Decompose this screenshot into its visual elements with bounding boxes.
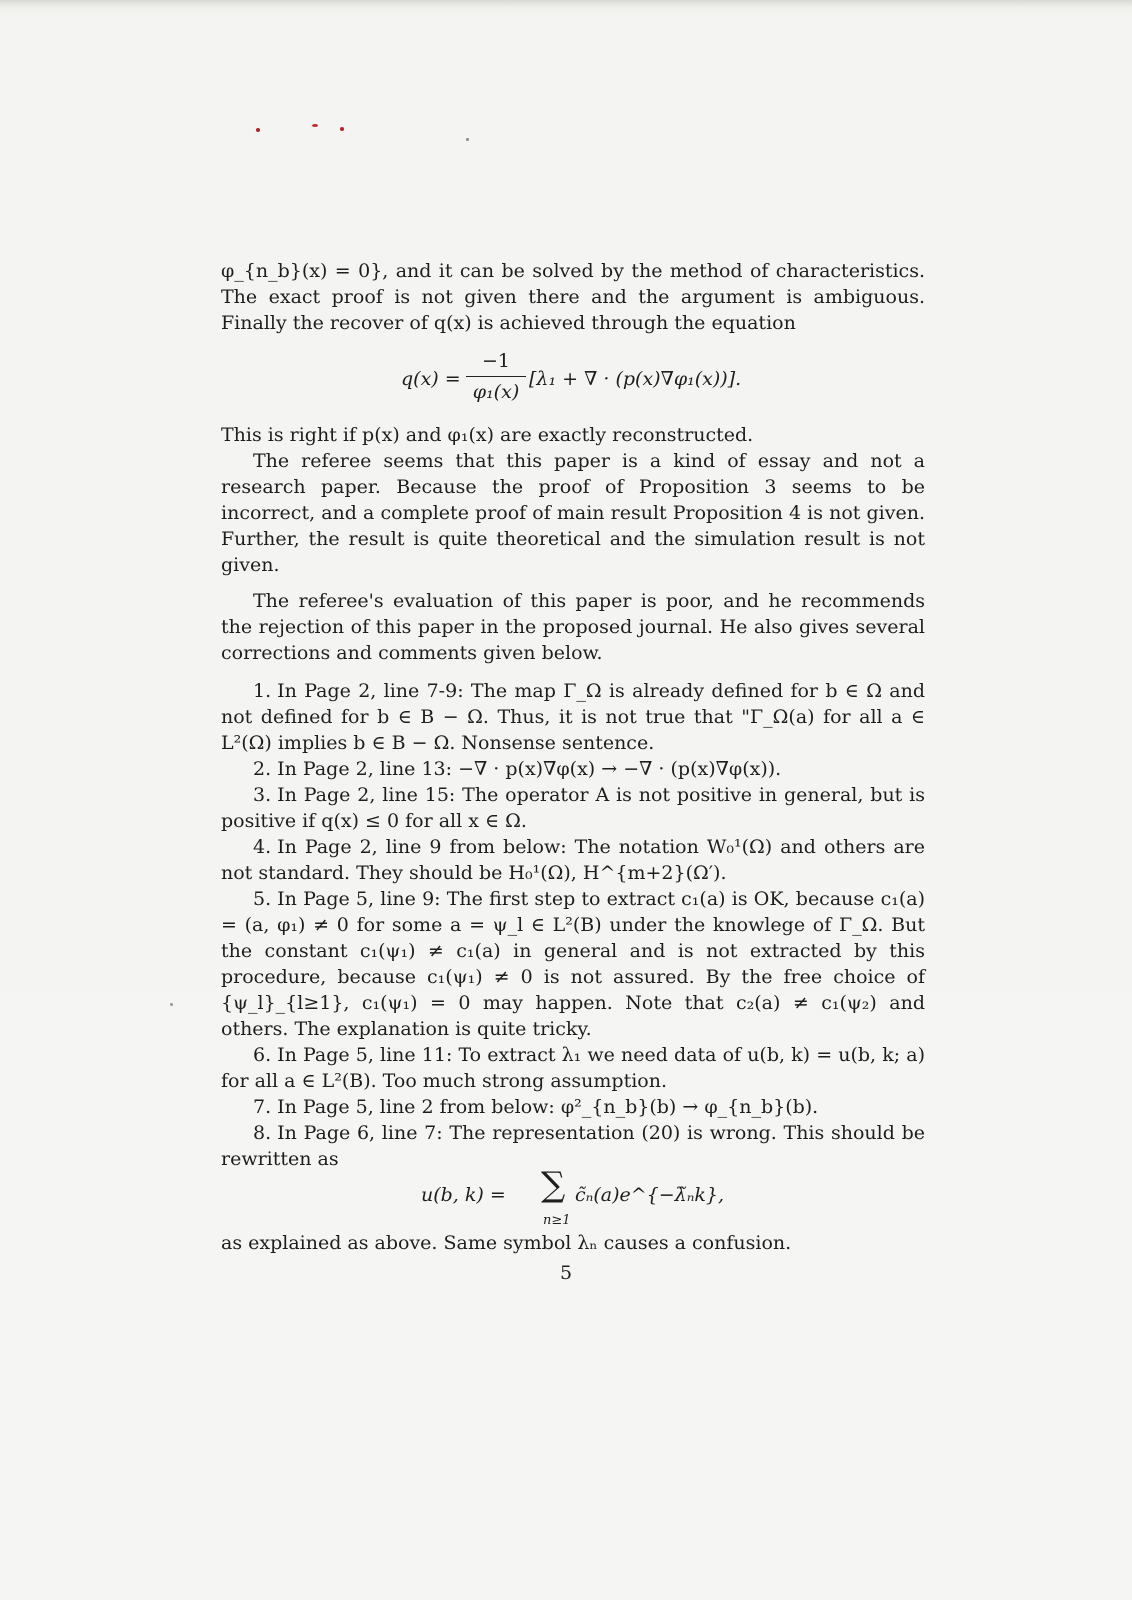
item-text: In Page 2, line 13: −∇ · p(x)∇φ(x) → −∇ · (p(x)∇φ(x)). bbox=[277, 758, 782, 780]
body-text bbox=[221, 258, 925, 1256]
speck bbox=[340, 127, 344, 131]
equation-rhs: [λ₁ + ∇ · (p(x)∇φ₁(x))]. bbox=[529, 368, 742, 390]
list-item bbox=[221, 678, 925, 756]
paragraph-3: The referee seems that this paper is a kind of essay and not a research paper. Because the proof of Proposition 3 seems to be incorrect, and a complete proof of main result Proposition 4 is not given. Further, the result is quite theoretical and the simulation result is not given. bbox=[221, 450, 925, 576]
fraction-denominator: φ₁(x) bbox=[472, 381, 520, 403]
paragraph-2: This is right if p(x) and φ₁(x) are exactly reconstructed. bbox=[221, 424, 754, 446]
list-item bbox=[221, 1042, 925, 1094]
item-number: 6. bbox=[253, 1044, 272, 1066]
item-text: In Page 5, line 2 from below: φ²_{n_b}(b) → φ_{n_b}(b). bbox=[277, 1096, 819, 1118]
item-number: 5. bbox=[253, 888, 272, 910]
item-number: 2. bbox=[253, 758, 272, 780]
item-text: In Page 5, line 9: The first step to extract c₁(a) is OK, because c₁(a) = (a, φ₁) ≠ 0 for some a = ψ_l ∈ L²(B) under the knowlege of Γ_Ω. But the constant c₁(ψ₁) ≠ c₁(a) in general and is not extracted by this procedure, because c₁(ψ₁) ≠ 0 is not assured. By the free choice of {ψ_l}_{l≥1}, c₁(ψ₁) = 0 may happen. Note that c₂(a) ≠ c₁(ψ₂) and others. The explanation is quite tricky. bbox=[221, 888, 925, 1040]
equation-fraction bbox=[466, 348, 526, 405]
equation-u bbox=[221, 1165, 925, 1230]
list-item bbox=[221, 1120, 925, 1172]
list-item bbox=[221, 782, 925, 834]
item-number: 8. bbox=[253, 1122, 272, 1144]
speck bbox=[466, 138, 469, 141]
item-number: 3. bbox=[253, 784, 272, 806]
sum-symbol: ∑ bbox=[541, 1165, 566, 1205]
list-item bbox=[221, 756, 925, 782]
equation-lhs: q(x) = bbox=[401, 368, 461, 390]
item-text: In Page 2, line 9 from below: The notation W₀¹(Ω) and others are not standard. They should be H₀¹(Ω), H^{m+2}(Ω′). bbox=[221, 836, 925, 884]
list-item bbox=[221, 1094, 925, 1120]
item-text: In Page 5, line 11: To extract λ₁ we need data of u(b, k) = u(b, k; a) for all a ∈ L²(B). Too much strong assumption. bbox=[221, 1044, 925, 1092]
speck bbox=[256, 128, 260, 132]
paragraph-1: φ_{n_b}(x) = 0}, and it can be solved by the method of characteristics. The exact proof is not given there and the argument is ambiguous. Finally the recover of q(x) is achieved through the equation bbox=[221, 260, 925, 334]
equation-u-lhs: u(b, k) = bbox=[421, 1184, 506, 1206]
item-number: 7. bbox=[253, 1096, 272, 1118]
sum-subscript: n≥1 bbox=[543, 1213, 571, 1228]
equation-u-rhs: c̃ₙ(a)e^{−λ̃ₙk}, bbox=[575, 1184, 725, 1206]
comment-list bbox=[221, 678, 925, 1172]
item-text: In Page 6, line 7: The representation (20) is wrong. This should be rewritten as bbox=[221, 1122, 925, 1170]
equation-q bbox=[221, 348, 925, 410]
item-text: In Page 2, line 7-9: The map Γ_Ω is already defined for b ∈ Ω and not defined for b ∈ B − Ω. Thus, it is not true that "Γ_Ω(a) for all a ∈ L²(Ω) implies b ∈ B − Ω. Nonsense sentence. bbox=[221, 680, 925, 754]
list-item bbox=[221, 834, 925, 886]
paragraph-4: The referee's evaluation of this paper is poor, and he recommends the rejection of this paper in the proposed journal. He also gives several corrections and comments given below. bbox=[221, 590, 925, 664]
item-number: 1. bbox=[253, 680, 272, 702]
closing-paragraph: as explained as above. Same symbol λₙ causes a confusion. bbox=[221, 1232, 792, 1254]
speck bbox=[170, 1003, 173, 1006]
page-number: 5 bbox=[559, 1262, 573, 1284]
speck bbox=[312, 124, 318, 127]
item-number: 4. bbox=[253, 836, 272, 858]
fraction-numerator: −1 bbox=[466, 348, 526, 377]
item-text: In Page 2, line 15: The operator A is not positive in general, but is positive if q(x) ≤ 0 for all x ∈ Ω. bbox=[221, 784, 925, 832]
list-item bbox=[221, 886, 925, 1042]
